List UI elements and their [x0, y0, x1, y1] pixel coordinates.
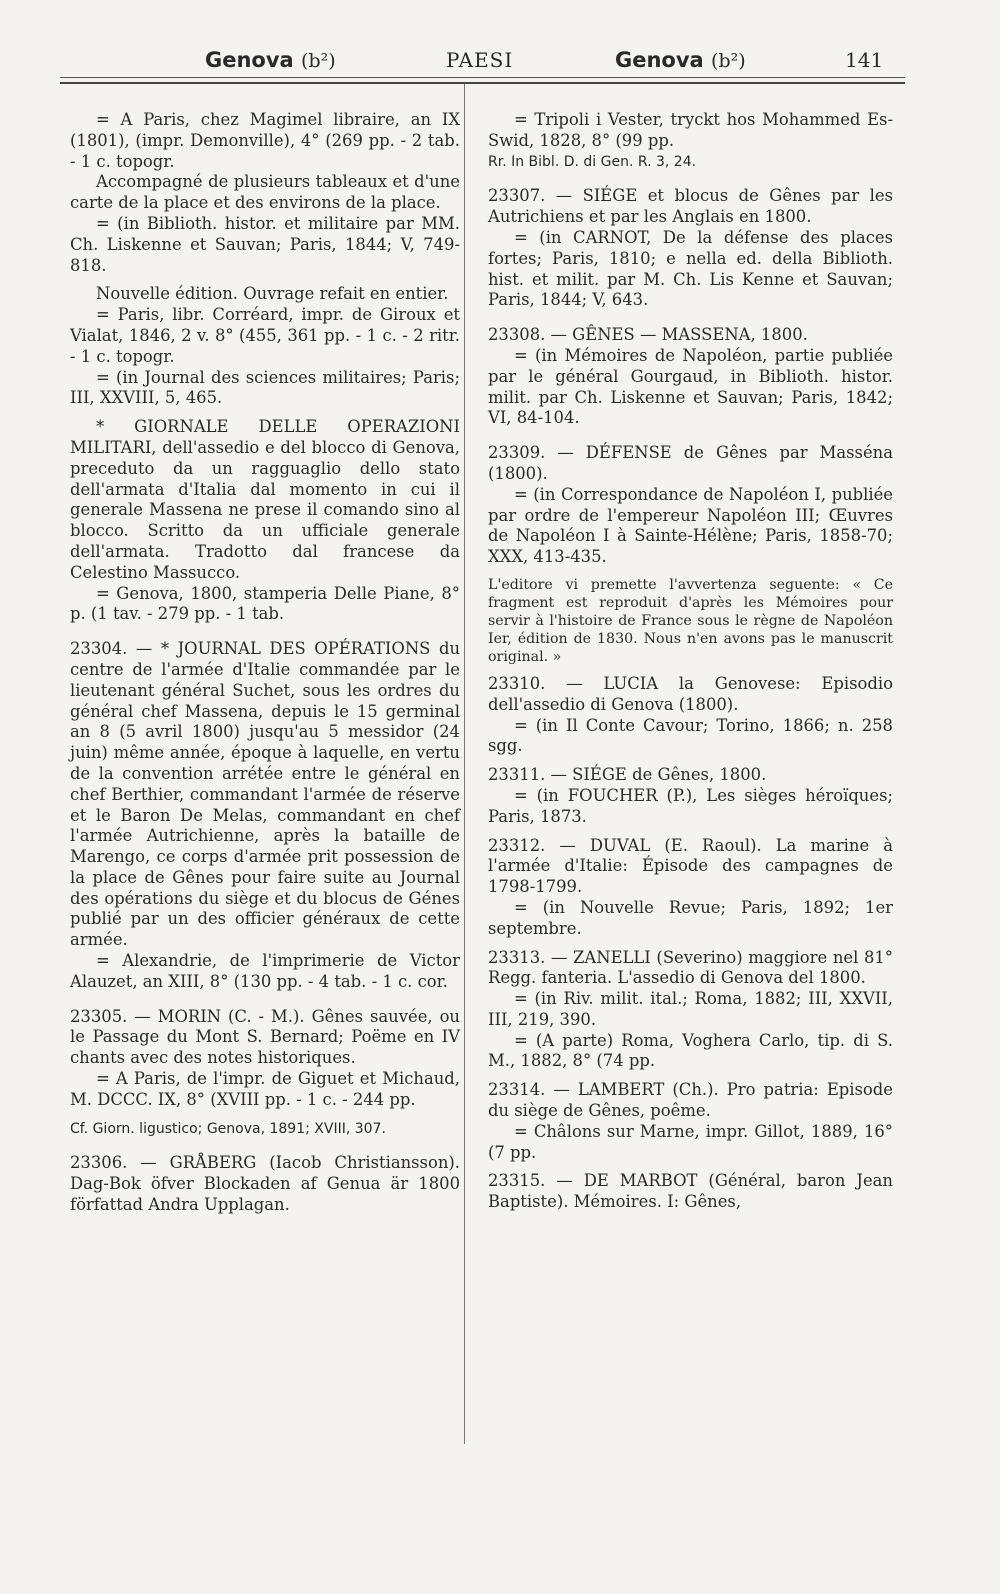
paragraph: = Paris, libr. Corréard, impr. de Giroux et Vialat, 1846, 2 v. 8° (455, 361 pp. - 1 c. - 2 ritr. - 1 c. topogr.: [70, 305, 460, 366]
entry-23314: 23314. — LAMBERT (Ch.). Pro patria: Episode du siège de Gênes, poême.: [488, 1080, 893, 1121]
paragraph: = Tripoli i Vester, tryckt hos Mohammed Es-Swid, 1828, 8° (99 pp.: [488, 110, 893, 150]
entry-23312: 23312. — DUVAL (E. Raoul). La marine à l'armée d'Italie: Épisode des campagnes de 1798-1799.: [488, 835, 893, 897]
running-head-center: PAESI: [446, 48, 514, 72]
paragraph: = (in Riv. milit. ital.; Roma, 1882; III, XXVII, III, 219, 390.: [488, 989, 893, 1029]
paragraph: = Alexandrie, de l'imprimerie de Victor Alauzet, an XIII, 8° (130 pp. - 4 tab. - 1 c. cor.: [70, 951, 460, 991]
entry-23305: 23305. — MORIN (C. - M.). Gênes sauvée, ou le Passage du Mont S. Bernard; Poëme en IV chants avec des notes historiques.: [70, 1006, 460, 1068]
paragraph: = (in Nouvelle Revue; Paris, 1892; 1er septembre.: [488, 897, 893, 938]
entry-23315: 23315. — DE MARBOT (Général, baron Jean Baptiste). Mémoires. I: Gênes,: [488, 1171, 893, 1212]
entry-23304: 23304. — * JOURNAL DES OPÉRATIONS du centre de l'armée d'Italie commandée par le lieutenant général Suchet, sous les ordres du général chef Massena, depuis le 15 germinal an 8 (5 avril 1800) jusqu'au 5 messidor (24 juin) même année, époque à laquelle, en vertu de la convention arrétée entre le général en chef Berthier, commandant l'armée de réserve et le Baron De Melas, commandant en chef l'armée Autrichienne, après la bataille de Marengo, ce corps d'armée prit possession de la place de Gênes pour faire suite au Journal des opérations du siège et du blocus de Génes publié par un des officier généraux de cette armée.: [70, 639, 460, 950]
paragraph: = A Paris, chez Magimel libraire, an IX (1801), (impr. Demonville), 4° (269 pp. - 2 tab. - 1 c. topogr.: [70, 110, 460, 171]
paragraph: = (in FOUCHER (P.), Les sièges héroïques; Paris, 1873.: [488, 785, 893, 826]
entry-23310: 23310. — LUCIA la Genovese: Episodio dell'assedio di Genova (1800).: [488, 673, 893, 714]
paragraph: = (in Journal des sciences militaires; Paris; III, XXVIII, 5, 465.: [70, 367, 460, 408]
page-number: 141: [845, 48, 884, 72]
paragraph: Nouvelle édition. Ouvrage refait en entier.: [96, 284, 449, 304]
entry-23307: 23307. — SIÉGE et blocus de Gênes par les Autrichiens et par les Anglais en 1800.: [488, 186, 893, 227]
paragraph: = Genova, 1800, stamperia Delle Piane, 8° p. (1 tav. - 279 pp. - 1 tab.: [70, 583, 460, 624]
paragraph: = (in CARNOT, De la défense des places fortes; Paris, 1810; e nella ed. della Biblioth. hist. et milit. par M. Ch. Lis Kenne et Sauvan; Paris, 1844; V, 643.: [488, 227, 893, 310]
entry-23313: 23313. — ZANELLI (Severino) maggiore nel 81° Regg. fanteria. L'assedio di Genova del 1800.: [488, 947, 893, 988]
right-column: [488, 110, 893, 1213]
running-head-right: Genova (b²): [615, 48, 746, 72]
paragraph: = (A parte) Roma, Voghera Carlo, tip. di S. M., 1882, 8° (74 pp.: [488, 1030, 893, 1071]
entry-23308: 23308. — GÊNES — MASSENA, 1800.: [488, 325, 808, 345]
paragraph: Accompagné de plusieurs tableaux et d'une carte de la place et des environs de la place.: [70, 172, 460, 213]
paragraph: = (in Il Conte Cavour; Torino, 1866; n. 258 sgg.: [488, 715, 893, 756]
paragraph: = (in Biblioth. histor. et militaire par MM. Ch. Liskenne et Sauvan; Paris, 1844; V, 749-818.: [70, 213, 460, 275]
entry-23306: 23306. — GRÅBERG (Iacob Christiansson). Dag-Bok öfver Blockaden af Genua är 1800 författad Andra Upplagan.: [70, 1153, 460, 1215]
header-rule: [60, 77, 905, 78]
entry-23311: 23311. — SIÉGE de Gênes, 1800.: [488, 765, 767, 785]
editor-note: L'editore vi premette l'avvertenza seguente: « Ce fragment est reproduit d'après les Mémoires pour servir à l'histoire de France sous le règne de Napoléon Ier, édition de 1830. Nous n'en avons pas le manuscrit original. »: [488, 576, 893, 665]
cross-reference: Cf. Giorn. ligustico; Genova, 1891; XVIII, 307.: [70, 1120, 386, 1137]
paragraph: = (in Correspondance de Napoléon I, publiée par ordre de l'empereur Napoléon III; Œuvres de Napoléon I à Sainte-Hélène; Paris, 1858-70; XXX, 413-435.: [488, 484, 893, 567]
entry-23309: 23309. — DÉFENSE de Gênes par Masséna (1800).: [488, 443, 893, 483]
column-divider: [464, 84, 465, 1444]
paragraph: = A Paris, de l'impr. de Giguet et Michaud, M. DCCC. IX, 8° (XVIII pp. - 1 c. - 244 pp.: [70, 1069, 460, 1109]
page-header: [60, 44, 900, 84]
paragraph: = Châlons sur Marne, impr. Gillot, 1889, 16° (7 pp.: [488, 1121, 893, 1162]
paragraph: * GIORNALE DELLE OPERAZIONI MILITARI, dell'assedio e del blocco di Genova, preceduto da un ragguaglio dello stato dell'armata d'Italia dal momento in cui il generale Massena ne prese il comando sino al blocco. Scritto da un ufficiale generale dell'armata. Tradotto dal francese da Celestino Massucco.: [70, 417, 460, 582]
left-column: [70, 110, 460, 1216]
running-head-left: Genova (b²): [205, 48, 336, 72]
header-rule-thick: [60, 82, 905, 84]
paragraph: = (in Mémoires de Napoléon, partie publiée par le général Gourgaud, in Biblioth. histor. milit. par Ch. Liskenne et Sauvan; Paris, 1842; VI, 84-104.: [488, 345, 893, 428]
location-note: Rr. In Bibl. D. di Gen. R. 3, 24.: [488, 153, 697, 170]
